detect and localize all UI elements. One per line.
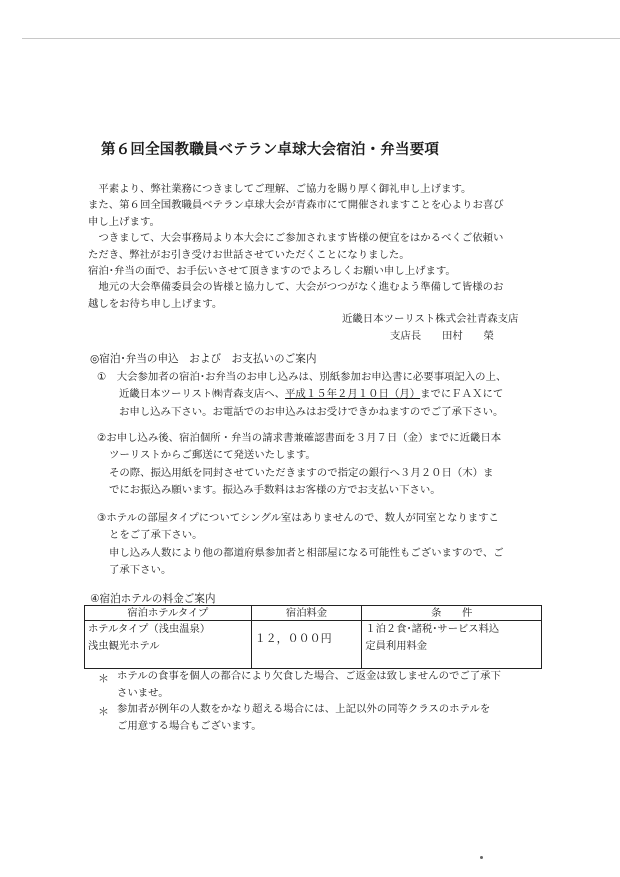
intro-line: 越しをお待ち申し上げます。 xyxy=(88,297,223,310)
item-3-line: とをご了承下さい。 xyxy=(109,529,203,542)
item-3-line: 申し込み人数により他の都道府県参加者と相部屋になる可能性もございますので、ご xyxy=(109,546,504,559)
note-mark: ＊ xyxy=(98,672,109,685)
intro-line: 地元の大会準備委員会の皆様と協力して、大会がつつがなく進むよう準備して皆様のお xyxy=(88,281,504,294)
item-1 xyxy=(97,369,506,421)
intro-paragraph xyxy=(88,181,538,312)
intro-line: つきまして、大会事務局より本大会にご参加されます皆様の便宜をはかるべくご依頼い xyxy=(88,232,504,245)
cell-price: １２，０００円 xyxy=(251,621,362,669)
note-line: ホテルの食事を個人の都合により欠食した場合、ご返金は致しませんのでご了承下 xyxy=(117,670,501,682)
intro-line: 宿泊･弁当の面で、お手伝いさせて頂きますのでよろしくお願い申し上げます。 xyxy=(88,264,456,277)
item-3 xyxy=(97,510,504,580)
hotel-name: 浅虫観光ホテル xyxy=(88,640,160,652)
note-1 xyxy=(117,668,501,702)
header-price: 宿泊料金 xyxy=(251,606,362,621)
item-2-line: その際、振込用紙を同封させていただきますので指定の銀行へ３月２０日（木）ま xyxy=(109,466,494,479)
section-heading: ◎宿泊･弁当の申込 および お支払いのご案内 xyxy=(90,353,317,365)
signature-title: 支店長 田村 榮 xyxy=(390,330,494,342)
note-2 xyxy=(117,701,490,735)
document-title: 第６回全国教職員ベテラン卓球大会宿泊・弁当要項 xyxy=(101,142,440,158)
intro-line: 平素より、弊社業務につきましてご理解、ご協力を賜り厚く御礼申し上げます。 xyxy=(88,183,472,195)
item-3-line: 了承下さい。 xyxy=(109,564,172,577)
item-2-line: ツーリストからご郵送にて発送いたします。 xyxy=(109,449,316,462)
cell-conditions xyxy=(362,621,542,669)
item-1-line xyxy=(97,386,506,403)
item-1-text: 近畿日本ツーリスト㈱青森支店へ、 xyxy=(119,388,286,401)
note-line: ご用意する場合もございます。 xyxy=(117,720,262,732)
cell-hotel xyxy=(85,621,252,669)
header-conditions: 条 件 xyxy=(362,606,542,621)
intro-line: ただき、弊社がお引き受けお世話させていただくことになりました。 xyxy=(88,248,410,261)
condition-line: 定員利用料金 xyxy=(365,640,428,652)
item-2-line: ②お申し込み後、宿泊個所・弁当の請求書兼確認書面を３月７日（金）までに近畿日本 xyxy=(97,432,502,444)
table-header-row xyxy=(85,606,542,621)
intro-line: 申し上げます。 xyxy=(88,215,160,228)
hotel-type: ホテルタイプ（浅虫温泉） xyxy=(88,623,211,635)
item-1-text: までにＦＡＸにて xyxy=(420,388,504,401)
header-hotel-type: 宿泊ホテルタイプ xyxy=(85,606,252,621)
note-mark: ＊ xyxy=(98,705,109,718)
table-row xyxy=(85,621,542,669)
item-2 xyxy=(97,430,501,500)
condition-line: １泊２食･諸税･サービス料込 xyxy=(365,623,500,635)
item-1-line: ① 大会参加者の宿泊･お弁当のお申し込みは、別紙参加お申込書に必要事項記入の上、 xyxy=(97,371,507,383)
page-edge-line xyxy=(22,38,620,39)
note-line: さいませ。 xyxy=(117,687,169,699)
note-line: 参加者が例年の人数をかなり超える場合には、上記以外の同等クラスのホテルを xyxy=(117,703,491,715)
signature-company: 近畿日本ツーリスト株式会社青森支店 xyxy=(342,313,519,325)
table-heading: ④宿泊ホテルの料金ご案内 xyxy=(90,593,216,605)
item-1-line: お申し込み下さい。お電話でのお申込みはお受けできかねますのでご了承下さい。 xyxy=(119,405,504,418)
hotel-fee-table xyxy=(84,605,542,669)
intro-line: また、第６回全国教職員ベテラン卓球大会が青森市にて開催されますことを心よりお喜び xyxy=(88,199,504,212)
deadline-date: 平成１５年２月１０日（月） xyxy=(285,388,421,401)
scan-speck xyxy=(480,856,483,859)
item-3-line: ③ホテルの部屋タイプについてシングル室はありませんので、数人が同室となりますこ xyxy=(97,512,499,524)
item-2-line: でにお振込み願います。振込み手数料はお客様の方でお支払い下さい。 xyxy=(109,484,441,497)
